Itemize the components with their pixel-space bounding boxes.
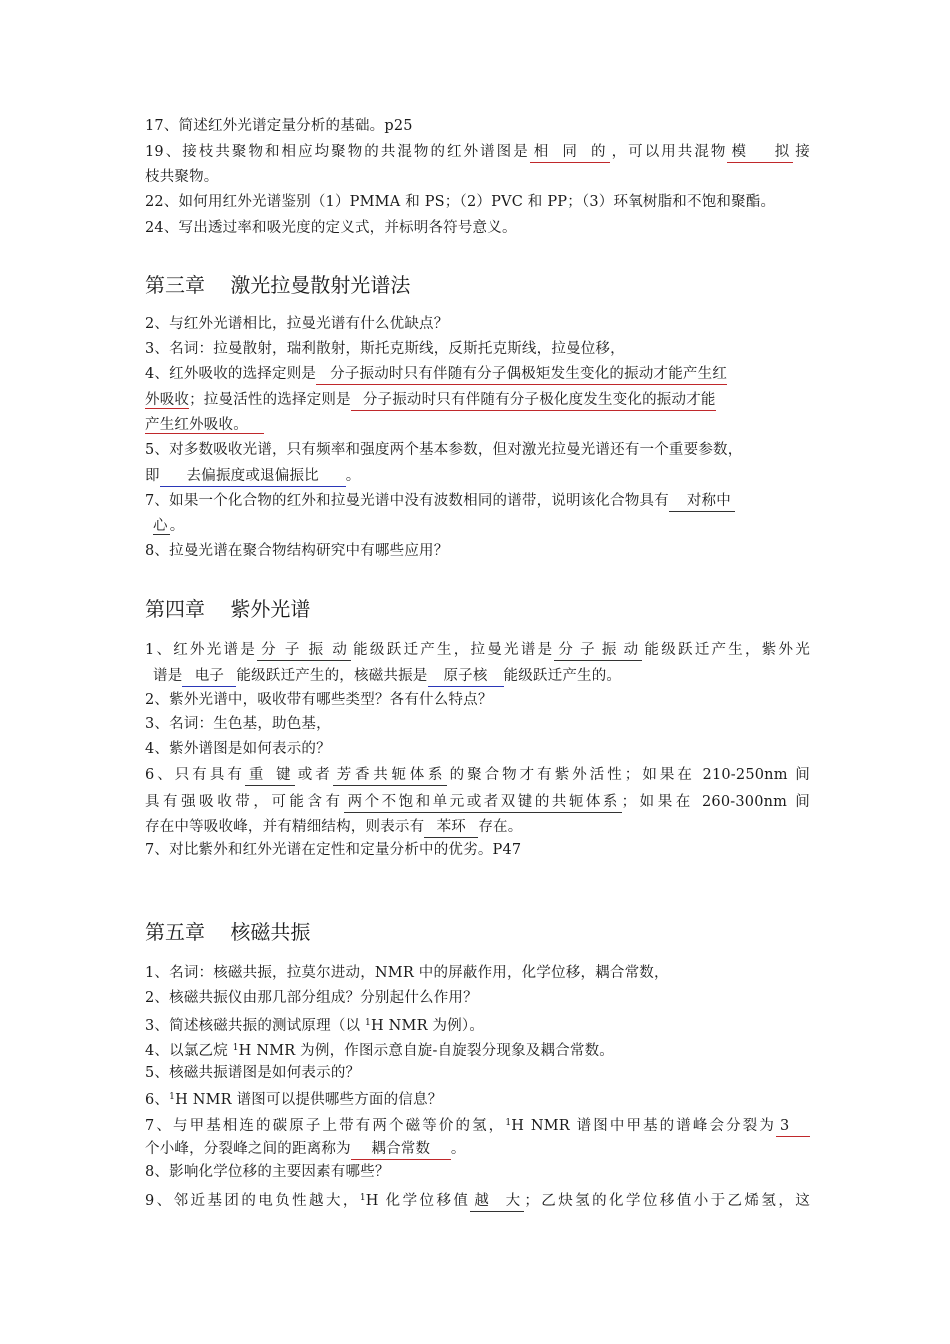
ch4-q6-answer-4: 苯环: [424, 817, 478, 838]
ch5-q7-text-a: 7、与甲基相连的碳原子上带有两个磁等价的氢，: [145, 1118, 506, 1134]
ch3-question-8: 8、拉曼光谱在聚合物结构研究中有哪些应用？: [145, 543, 449, 559]
ch4-question-7: 7、对比紫外和红外光谱在定性和定量分析中的优劣。P47: [145, 842, 522, 858]
ch3-question-4-line3: [145, 415, 810, 435]
ch4-q6-text-d: 具有强吸收带，可能含有: [145, 794, 344, 810]
ch4-q1-answer-2: 分子振动: [554, 640, 642, 661]
ch3-q4-text-a: 4、红外吸收的选择定则是: [145, 366, 317, 382]
ch5-q4-superscript: 1: [232, 1043, 239, 1053]
ch3-question-7-line2: [145, 516, 818, 536]
ch4-q1-text-e: 能级跃迁产生的，核磁共振是: [236, 668, 428, 684]
ch5-q3-text-a: 3、简述核磁共振的测试原理（以: [145, 1018, 366, 1034]
ch4-q1-text-d: 谱是: [153, 668, 183, 684]
ch5-question-7-line2: [145, 1139, 810, 1160]
question-19-line2: 枝共聚物。: [145, 169, 219, 185]
chapter-5-title: 第五章 核磁共振: [145, 920, 311, 944]
chapter-3-title: 第三章 激光拉曼散射光谱法: [145, 273, 411, 297]
ch4-question-2: 2、紫外光谱中，吸收带有哪些类型？各有什么特点？: [145, 692, 493, 708]
ch4-q1-answer-3: 电子: [182, 666, 236, 687]
question-19-line1: [145, 142, 810, 163]
q19-text-a: 19、接枝共聚物和相应均聚物的共混物的红外谱图是: [145, 144, 530, 160]
ch5-q9-text-a: 9、邻近基团的电负性越大，: [145, 1193, 360, 1209]
ch5-q9-answer: 越大: [470, 1191, 524, 1212]
ch4-q6-text-g: 存在。: [478, 819, 523, 835]
ch3-q7-answer-a: 对称中: [669, 491, 735, 512]
ch4-q6-answer-3: 两个不饱和单元或者双键的共轭体系: [344, 792, 622, 813]
ch5-question-7-line1: [145, 1113, 810, 1137]
ch5-q7-answer-2: 耦合常数: [351, 1139, 451, 1160]
ch4-q1-text-b: 能级跃迁产生，拉曼光谱是: [351, 642, 555, 658]
ch5-q6-superscript: 1: [169, 1092, 176, 1102]
q19-text-b: ，可以用共混物: [609, 144, 728, 160]
q19-text-c: 接: [793, 144, 811, 160]
ch5-q6-text-a: 6、: [145, 1092, 170, 1108]
ch3-q7-text-a: 7、如果一个化合物的红外和拉曼光谱中没有波数相同的谱带，说明该化合物具有: [145, 493, 669, 509]
ch4-question-6-line3: [145, 817, 810, 838]
ch5-question-3: [145, 1013, 810, 1036]
ch3-question-5-line2: [145, 466, 810, 487]
ch4-q6-text-b: 或者: [294, 767, 333, 783]
ch4-q6-answer-2: 芳香共轭体系: [333, 765, 447, 786]
ch3-q7-text-b: 。: [169, 518, 185, 534]
question-17: 17、简述红外光谱定量分析的基础。p25: [145, 118, 413, 134]
ch5-question-5: 5、核磁共振谱图是如何表示的？: [145, 1065, 361, 1081]
ch3-q5-text-c: 。: [345, 468, 361, 484]
ch5-q7-text-b: H NMR 谱图中甲基的谱峰会分裂为: [511, 1118, 777, 1134]
ch4-question-6-line2: [145, 792, 810, 813]
ch4-q1-answer-4: 原子核: [428, 666, 504, 687]
ch5-q4-text-b: H NMR 为例，作图示意自旋-自旋裂分现象及耦合常数。: [238, 1043, 614, 1059]
ch5-question-2: 2、核磁共振仪由那几部分组成？分别起什么作用？: [145, 990, 478, 1006]
ch4-question-4: 4、紫外谱图是如何表示的？: [145, 741, 331, 757]
ch4-q6-text-e: ；如果在 260-300nm 间: [621, 794, 810, 810]
ch5-question-9: [145, 1188, 810, 1212]
q19-answer-2: 模拟: [727, 142, 793, 163]
ch5-q6-text-b: H NMR 谱图可以提供哪些方面的信息？: [175, 1092, 443, 1108]
ch4-q1-answer-1: 分子振动: [257, 640, 351, 661]
ch3-question-4-line2: [145, 390, 810, 411]
ch4-question-6-line1: [145, 765, 810, 786]
ch5-q9-superscript: 1: [359, 1193, 366, 1203]
q19-answer-1: 相同的: [530, 142, 610, 163]
ch3-question-4-line1: [145, 364, 810, 385]
ch3-q4-text-b: ；拉曼活性的选择定则是: [189, 392, 351, 408]
ch5-question-6: [145, 1087, 810, 1110]
ch5-question-4: [145, 1038, 810, 1061]
ch4-q1-text-a: 1、红外光谱是: [145, 642, 258, 658]
ch4-q1-text-f: 能级跃迁产生的。: [503, 668, 622, 684]
ch3-q4-answer-1b: 外吸收: [145, 392, 190, 408]
ch3-q5-answer: 去偏振度或退偏振比: [160, 466, 346, 487]
ch5-q7-text-c: 个小峰，分裂峰之间的距离称为: [145, 1141, 351, 1157]
ch5-q7-text-d: 。: [450, 1141, 466, 1157]
ch5-q7-answer-1: 3: [776, 1116, 810, 1137]
chapter-4-title: 第四章 紫外光谱: [145, 597, 311, 621]
ch5-q3-superscript: 1: [365, 1018, 371, 1028]
ch3-q4-answer-2a: 分子振动时只有伴随有分子极化度发生变化的振动才能: [351, 390, 716, 411]
ch3-q7-answer-b: 心: [153, 518, 168, 534]
ch5-q7-superscript: 1: [505, 1118, 512, 1128]
ch4-q6-text-f: 存在中等吸收峰，并有精细结构，则表示有: [145, 819, 425, 835]
ch3-question-2: 2、与红外光谱相比，拉曼光谱有什么优缺点？: [145, 316, 449, 332]
ch5-q4-text-a: 4、以氯乙烷: [145, 1043, 233, 1059]
ch3-question-5-line1: 5、对多数吸收光谱，只有频率和强度两个基本参数，但对激光拉曼光谱还有一个重要参数，: [145, 442, 743, 458]
ch5-q9-text-c: ；乙炔氢的化学位移值小于乙烯氢，这: [524, 1193, 810, 1209]
ch4-question-1-line1: [145, 640, 810, 661]
ch4-question-3: 3、名词：生色基，助色基，: [145, 716, 331, 732]
ch4-q6-text-a: 6、只有具有: [145, 767, 245, 783]
ch3-q5-text-b: 即: [145, 468, 160, 484]
ch3-q4-answer-1a: 分子振动时只有伴随有分子偶极矩发生变化的振动才能产生红: [316, 364, 727, 385]
ch3-question-7-line1: [145, 491, 810, 512]
ch5-question-8: 8、影响化学位移的主要因素有哪些？: [145, 1164, 390, 1180]
question-22: 22、如何用红外光谱鉴别（1）PMMA 和 PS；（2）PVC 和 PP；（3）环氧树脂和不饱和聚酯。: [145, 194, 776, 210]
question-24: 24、写出透过率和吸光度的定义式，并标明各符号意义。: [145, 220, 517, 236]
ch4-q1-text-c: 能级跃迁产生，紫外光: [642, 642, 811, 658]
ch4-q6-text-c: 的聚合物才有紫外活性；如果在 210-250nm 间: [446, 767, 810, 783]
ch5-q9-text-b: H 化学位移值: [365, 1193, 471, 1209]
ch4-q6-answer-1: 重键: [245, 765, 295, 786]
ch4-question-1-line2: [145, 666, 818, 687]
ch3-q4-answer-2b: 产生红外吸收。: [145, 417, 264, 434]
ch5-question-1: 1、名词：核磁共振，拉莫尔进动，NMR 中的屏蔽作用，化学位移，耦合常数，: [145, 965, 669, 981]
ch5-q3-text-b: H NMR 为例）。: [370, 1018, 485, 1034]
ch3-question-3: 3、名词：拉曼散射，瑞利散射，斯托克斯线，反斯托克斯线，拉曼位移，: [145, 341, 625, 357]
